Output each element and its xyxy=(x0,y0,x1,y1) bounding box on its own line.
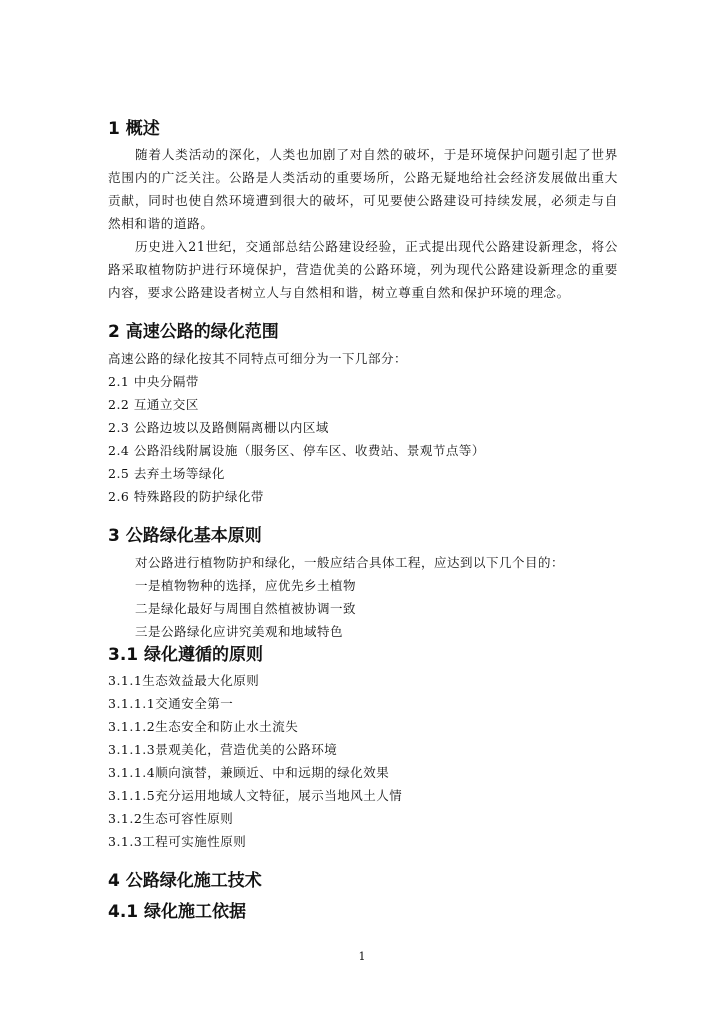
section-1-heading: 1 概述 xyxy=(108,119,160,139)
section-2-item: 2.4 公路沿线附属设施（服务区、停车区、收费站、景观节点等） xyxy=(108,443,485,458)
page-number: 1 xyxy=(358,950,366,963)
section-3-1-item: 3.1.1.3景观美化，营造优美的公路环境 xyxy=(108,742,338,757)
section-4-heading: 4 公路绿化施工技术 xyxy=(108,871,262,891)
section-3-1-item: 3.1.1生态效益最大化原则 xyxy=(108,673,260,688)
section-3-line: 二是绿化最好与周围自然植被协调一致 xyxy=(135,601,357,616)
section-2-item: 2.1 中央分隔带 xyxy=(108,374,199,389)
section-3-1-item: 3.1.1.2生态安全和防止水土流失 xyxy=(108,719,299,734)
section-4-1-heading: 4.1 绿化施工依据 xyxy=(108,902,247,922)
section-2-intro: 高速公路的绿化按其不同特点可细分为一下几部分： xyxy=(108,351,408,366)
section-1-paragraph-2: 历史进入21世纪，交通部总结公路建设经验，正式提出现代公路建设新理念，将公路采取植物防护进行环境保护，营造优美的公路环境，列为现代公路建设新理念的重要内容，要求公路建设者树立人与自然相和谐，树立尊重自然和保护环境的理念。 xyxy=(108,239,618,300)
section-2-item: 2.5 去弃土场等绿化 xyxy=(108,466,225,481)
section-3-line: 一是植物物种的选择，应优先乡土植物 xyxy=(135,578,357,593)
section-2-heading: 2 高速公路的绿化范围 xyxy=(108,322,279,342)
section-2-item: 2.6 特殊路段的防护绿化带 xyxy=(108,489,264,504)
section-3-heading: 3 公路绿化基本原则 xyxy=(108,526,262,546)
section-3-line: 对公路进行植物防护和绿化，一般应结合具体工程，应达到以下几个目的： xyxy=(135,555,565,570)
section-3-line: 三是公路绿化应讲究美观和地域特色 xyxy=(135,624,344,639)
section-3-1-item: 3.1.3工程可实施性原则 xyxy=(108,834,247,849)
section-1-paragraph-1: 随着人类活动的深化，人类也加剧了对自然的破坏，于是环境保护问题引起了世界范围内的广泛关注。公路是人类活动的重要场所，公路无疑地给社会经济发展做出重大贡献，同时也使自然环境遭到很大的破坏，可见要使公路建设可持续发展，必须走与自然相和谐的道路。 xyxy=(108,147,618,231)
section-3-1-item: 3.1.1.4顺向演替，兼顾近、中和远期的绿化效果 xyxy=(108,765,390,780)
section-3-1-item: 3.1.2生态可容性原则 xyxy=(108,811,234,826)
section-3-1-item: 3.1.1.1交通安全第一 xyxy=(108,696,234,711)
section-2-item: 2.2 互通立交区 xyxy=(108,397,199,412)
section-3-1-heading: 3.1 绿化遵循的原则 xyxy=(108,645,264,665)
section-3-1-item: 3.1.1.5充分运用地域人文特征，展示当地风土人情 xyxy=(108,788,403,803)
section-2-item: 2.3 公路边坡以及路侧隔离栅以内区域 xyxy=(108,420,329,435)
